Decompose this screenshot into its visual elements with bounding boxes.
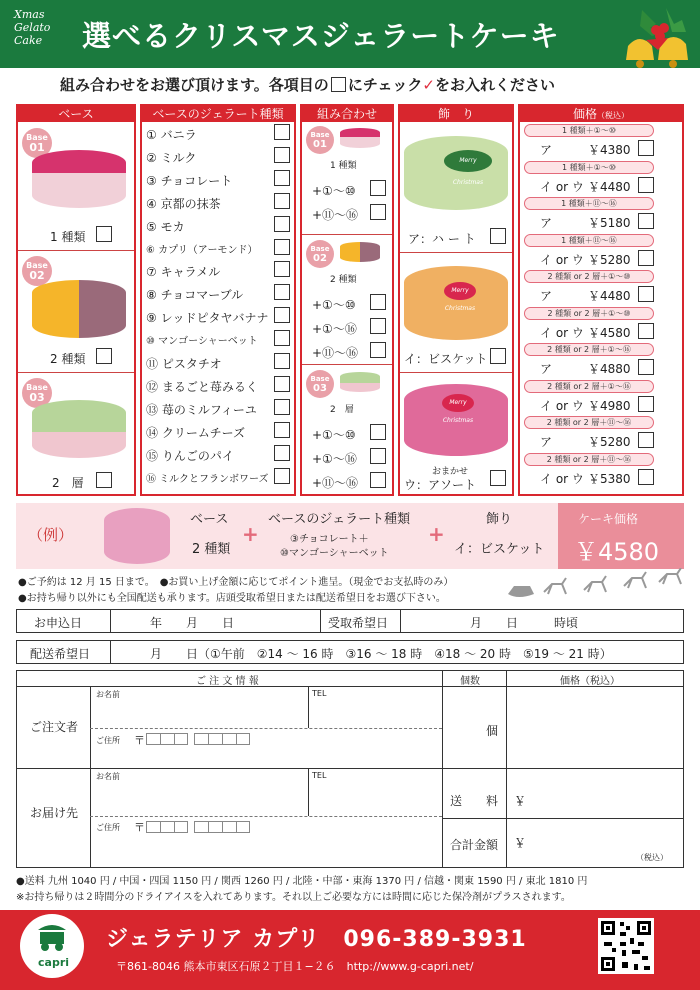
price-value: ￥4480 — [588, 289, 631, 303]
example-cake-image — [104, 508, 170, 564]
example-base-value: 2 種類 — [192, 542, 231, 557]
price-condition: 1 種類＋⑪〜⑯ — [524, 234, 654, 247]
check-mark-icon: ✓ — [422, 76, 435, 94]
flavor-checkbox[interactable] — [274, 353, 290, 369]
flavor-label: ④ 京都の抹茶 — [146, 196, 221, 211]
price-condition: 2 種類 or 2 層＋⑪〜⑯ — [524, 416, 654, 429]
cake-image — [32, 150, 126, 208]
orderer-label: ご注文者 — [30, 720, 79, 734]
orderer-tel-field[interactable] — [308, 700, 442, 728]
divider — [110, 609, 111, 633]
price-value: ￥4380 — [588, 143, 631, 157]
decor-label: イ：ビスケット — [404, 352, 488, 366]
price-column-title — [520, 106, 682, 122]
flavor-checkbox[interactable] — [274, 147, 290, 163]
flavor-checkbox[interactable] — [274, 330, 290, 346]
price-condition: 2 種類 or 2 層＋①〜⑯ — [524, 343, 654, 356]
decor-column-title: 飾 り — [400, 106, 512, 122]
flavor-column-title: ベースのジェラート種類 — [142, 106, 294, 122]
reindeer-sleigh-icon — [504, 568, 684, 604]
divider — [302, 234, 392, 235]
example-decor-heading: 飾り — [486, 512, 513, 527]
combo-checkbox[interactable] — [370, 204, 386, 220]
badge-text: Base — [26, 261, 48, 270]
price-value: ￥4480 — [588, 179, 631, 194]
price-checkbox[interactable] — [638, 213, 654, 229]
postal-code-field[interactable] — [146, 821, 188, 833]
price-checkbox[interactable] — [638, 359, 654, 375]
decor-label: ウ：アソート — [404, 478, 477, 492]
price-option: イ or ウ — [540, 471, 584, 486]
flavor-label: ⑧ チョコマーブル — [146, 288, 244, 303]
price-condition: 1 種類＋①〜⑩ — [524, 124, 654, 137]
flavor-label: ⑩ マンゴーシャーベット — [146, 336, 258, 348]
decor-a-checkbox[interactable] — [490, 228, 506, 244]
price-option: ア — [540, 143, 553, 157]
example-flavor-value: ③チョコレート＋ — [290, 534, 369, 545]
qty-field[interactable] — [444, 688, 504, 768]
note-line: ●お持ち帰り以外にも全国配送も承ります。店頭受取希望日または配送希望日をお選び下さい。 — [18, 593, 446, 604]
divider — [320, 609, 321, 633]
price-condition: 2 種類 or 2 層＋⑪〜⑯ — [524, 453, 654, 466]
shipping-label: 送 料 — [450, 794, 499, 808]
combo-cake-image — [340, 372, 380, 392]
base-badge — [22, 256, 52, 286]
price-condition: 2 種類 or 2 層＋①〜⑩ — [524, 307, 654, 320]
price-checkbox[interactable] — [638, 140, 654, 156]
footer-shop-line — [106, 922, 527, 953]
combo-label: 2 種類 — [330, 275, 357, 285]
decor-note: おまかせ — [432, 467, 469, 477]
base-badge — [306, 370, 334, 398]
combo-row-label: +①〜⑩ — [312, 428, 356, 442]
price-condition: 1 種類＋⑪〜⑯ — [524, 197, 654, 210]
orderer-name-label: お名前 — [96, 690, 120, 699]
recipient-tel-label: TEL — [312, 771, 327, 780]
checkbox-sample-icon — [331, 77, 346, 92]
brand-line: Xmas — [14, 8, 45, 21]
recipient-label: お届け先 — [30, 806, 79, 820]
flavor-label: ⑥ カプリ（アーモンド） — [146, 244, 258, 256]
price-title: 価格 — [572, 107, 597, 121]
plaque: Merry Christmas — [444, 150, 492, 172]
decor-c-checkbox[interactable] — [490, 470, 506, 486]
flavor-label: ② ミルク — [146, 150, 197, 165]
price-tax: （税込） — [597, 111, 629, 120]
flavor-label: ⑮ りんごのパイ — [146, 448, 234, 463]
combo-checkbox[interactable] — [370, 180, 386, 196]
shop-address: 〒861-8046 熊本市東区石原２丁目１−２６ http://www.g-capri.net/ — [116, 960, 474, 973]
example-price-value: ￥4580 — [574, 538, 660, 566]
flavor-label: ⑭ クリームチーズ — [146, 425, 245, 440]
postal-code-field[interactable] — [194, 821, 250, 833]
combo-row-label: +①〜⑩ — [312, 298, 356, 312]
price-value: ￥5180 — [588, 216, 631, 230]
badge-text: Base — [310, 131, 330, 139]
intro-before: 組み合わせをお選び頂けます。各項目の — [60, 76, 329, 94]
flavor-checkbox[interactable] — [274, 422, 290, 438]
divider — [110, 640, 111, 664]
combo-checkbox[interactable] — [370, 424, 386, 440]
base-label: 2 層 — [52, 476, 84, 490]
decor-label: ア：ハ ー ト — [408, 232, 476, 246]
note-line: ●ご予約は 12 月 15 日まで。 ●お買い上げ金額に応じてポイント進呈。（現金でお支払時のみ） — [18, 577, 454, 588]
plaque: Merry Christmas — [442, 394, 474, 412]
decor-b-checkbox[interactable] — [490, 348, 506, 364]
price-value: ￥4980 — [588, 398, 631, 413]
combo-row-label: +⑪〜⑯ — [312, 346, 359, 360]
recipient-address-label: ご住所 — [96, 823, 120, 832]
divider — [442, 818, 684, 819]
flavor-checkbox[interactable] — [274, 193, 290, 209]
orderer-tel-label: TEL — [312, 689, 327, 698]
page-title: 選べるクリスマスジェラートケーキ — [82, 19, 560, 53]
brand-line: Cake — [14, 34, 43, 47]
qty-unit: 個 — [486, 724, 499, 738]
example-flavor-heading: ベースのジェラート種類 — [268, 512, 411, 527]
divider — [442, 670, 443, 868]
qty-heading: 個数 — [460, 676, 480, 687]
combo-checkbox[interactable] — [370, 294, 386, 310]
base-1-checkbox[interactable] — [96, 226, 112, 242]
divider — [302, 364, 392, 365]
divider — [18, 372, 134, 373]
price-option: ア — [540, 362, 553, 376]
orderer-name-field[interactable] — [90, 700, 308, 728]
price-checkbox[interactable] — [638, 286, 654, 302]
base-badge — [306, 126, 334, 154]
flavor-checkbox[interactable] — [274, 376, 290, 392]
divider — [400, 372, 512, 373]
pickup-date-field[interactable]: 月 日 時頃 — [470, 616, 579, 630]
price-value: ￥4880 — [588, 362, 631, 376]
price-option: イ or ウ — [540, 179, 584, 194]
intro-middle: にチェック — [347, 76, 423, 94]
combo-row-label: +①〜⑩ — [312, 184, 356, 198]
total-tax-note: （税込） — [636, 853, 668, 862]
price-checkbox[interactable] — [638, 177, 654, 193]
combo-checkbox[interactable] — [370, 318, 386, 334]
flavor-checkbox[interactable] — [274, 170, 290, 186]
flavor-label: ⑬ 苺のミルフィーユ — [146, 402, 257, 417]
badge-number: 02 — [29, 269, 45, 282]
instruction-text — [60, 74, 555, 95]
divider — [18, 250, 134, 251]
brand-line: Gelato — [14, 21, 51, 34]
price-checkbox[interactable] — [638, 396, 654, 412]
flavor-checkbox[interactable] — [274, 216, 290, 232]
flavor-label: ⑪ ピスタチオ — [146, 357, 222, 371]
flavor-label: ⑨ レッドピタヤバナナ — [146, 311, 269, 326]
qr-code-icon[interactable] — [598, 918, 654, 974]
pickup-date-label: 受取希望日 — [328, 616, 389, 630]
price-option: ア — [540, 216, 553, 230]
badge-text: Base — [310, 245, 330, 253]
price-condition: 2 種類 or 2 層＋①〜⑯ — [524, 380, 654, 393]
price-condition: 1 種類＋①〜⑩ — [524, 161, 654, 174]
example-label: （例） — [28, 526, 74, 544]
badge-number: 01 — [29, 141, 45, 154]
orderer-address-label: ご住所 — [96, 736, 120, 745]
shipping-yen: ￥ — [514, 794, 527, 808]
divider — [308, 768, 309, 816]
recipient-name-label: お名前 — [96, 772, 120, 781]
divider — [16, 768, 684, 769]
divider — [90, 816, 442, 817]
flavor-label: ③ チョコレート — [146, 173, 233, 188]
order-info-heading: ご 注 文 情 報 — [196, 676, 259, 687]
combo-checkbox[interactable] — [370, 448, 386, 464]
shop-name: ジェラテリア カプリ — [106, 927, 321, 952]
price-checkbox[interactable] — [638, 432, 654, 448]
divider — [90, 728, 442, 729]
badge-number: 02 — [313, 253, 327, 264]
flavor-label: ① バニラ — [146, 128, 197, 142]
divider — [400, 252, 512, 253]
divider — [506, 670, 507, 868]
combo-cake-image — [340, 128, 380, 148]
holly-bells-icon — [612, 2, 700, 84]
base-3-checkbox[interactable] — [96, 472, 112, 488]
combo-row-label: +⑪〜⑯ — [312, 476, 359, 490]
flavor-checkbox[interactable] — [274, 124, 290, 140]
badge-text: Base — [26, 133, 48, 142]
flavor-checkbox[interactable] — [274, 445, 290, 461]
flavor-checkbox[interactable] — [274, 261, 290, 277]
shop-phone[interactable]: 096-389-3931 — [343, 927, 527, 952]
badge-number: 01 — [313, 139, 327, 150]
cake-image — [32, 400, 126, 458]
flavor-label: ⑫ まるごと苺みるく — [146, 379, 258, 394]
flavor-checkbox[interactable] — [274, 307, 290, 323]
flavor-checkbox[interactable] — [274, 468, 290, 484]
base-column-title: ベース — [18, 106, 134, 122]
price-checkbox[interactable] — [638, 323, 654, 339]
postal-mark: 〒 — [134, 821, 145, 834]
base-2-checkbox[interactable] — [96, 348, 112, 364]
price-value: ￥4580 — [588, 325, 631, 340]
intro-after: をお入れください — [434, 76, 555, 94]
cake-image — [32, 280, 126, 338]
combo-cake-image — [340, 242, 380, 262]
example-decor-value: イ：ビスケット — [454, 542, 545, 557]
flavor-checkbox[interactable] — [274, 399, 290, 415]
brand-lines — [14, 8, 50, 47]
flavor-checkbox[interactable] — [274, 239, 290, 255]
plus-icon: + — [242, 522, 259, 546]
price-value: ￥5380 — [588, 471, 631, 486]
shipping-rates: ●送料 九州 1040 円 / 中国・四国 1150 円 / 関西 1260 円 / 北陸・中部・東海 1370 円 / 信越・関東 1590 円 / 東北 1810 円 — [16, 876, 588, 887]
flavor-label: ⑦ キャラメル — [146, 265, 221, 280]
price-value: ￥5280 — [588, 252, 631, 267]
combo-row-label: +①〜⑯ — [312, 452, 357, 466]
price-option: イ or ウ — [540, 398, 584, 413]
price-heading: 価格（税込） — [560, 676, 620, 687]
combo-row-label: +①〜⑯ — [312, 322, 357, 336]
badge-text: Base — [310, 375, 330, 383]
total-yen: ￥ — [514, 836, 527, 850]
total-label: 合計金額 — [450, 838, 499, 852]
heart-cake-image — [404, 136, 508, 210]
price-option: ア — [540, 435, 553, 449]
price-option: イ or ウ — [540, 325, 584, 340]
badge-number: 03 — [313, 383, 327, 394]
postal-code-field[interactable] — [146, 733, 188, 745]
price-value: ￥5280 — [588, 435, 631, 449]
postal-code-field[interactable] — [194, 733, 250, 745]
plus-icon: + — [428, 522, 445, 546]
flavor-label: ⑯ ミルクとフランボワーズ — [146, 473, 269, 485]
postal-mark: 〒 — [134, 734, 145, 747]
logo-text: capri — [38, 956, 70, 969]
combo-label: 2 層 — [330, 405, 354, 415]
combo-row-label: +⑪〜⑯ — [312, 208, 359, 222]
badge-number: 03 — [29, 391, 45, 404]
price-checkbox[interactable] — [638, 250, 654, 266]
price-option: イ or ウ — [540, 252, 584, 267]
combo-column-title: 組み合わせ — [302, 106, 392, 122]
base-label: 2 種類 — [50, 352, 86, 366]
price-option: ア — [540, 289, 553, 303]
example-price-heading: ケーキ価格 — [578, 512, 639, 526]
delivery-date-field[interactable]: 月 日（①午前 ②14 〜 16 時 ③16 〜 18 時 ④18 〜 20 時 ⑤19 〜 21 時） — [150, 647, 612, 661]
gelato-cart-icon — [34, 920, 70, 952]
apply-date-label: お申込日 — [34, 616, 83, 630]
ice-note: ※お持ち帰りは２時間分のドライアイスを入れてあります。それ以上ご必要な方には時間に応じた保冷剤がプラスされます。 — [16, 892, 571, 903]
flavor-label: ⑤ モカ — [146, 219, 185, 234]
price-condition: 2 種類 or 2 層＋①〜⑩ — [524, 270, 654, 283]
example-base-heading: ベース — [190, 512, 229, 527]
base-badge — [306, 240, 334, 268]
plaque: Merry Christmas — [444, 282, 476, 300]
combo-checkbox[interactable] — [370, 342, 386, 358]
flavor-checkbox[interactable] — [274, 284, 290, 300]
combo-checkbox[interactable] — [370, 472, 386, 488]
example-flavor-value: ⑩マンゴーシャーベット — [280, 548, 389, 559]
badge-text: Base — [26, 383, 48, 392]
price-checkbox[interactable] — [638, 469, 654, 485]
divider — [400, 609, 401, 633]
combo-label: 1 種類 — [330, 161, 357, 171]
base-label: 1 種類 — [50, 230, 86, 244]
delivery-date-label: 配送希望日 — [30, 647, 91, 661]
apply-date-field[interactable]: 年 月 日 — [150, 616, 235, 630]
